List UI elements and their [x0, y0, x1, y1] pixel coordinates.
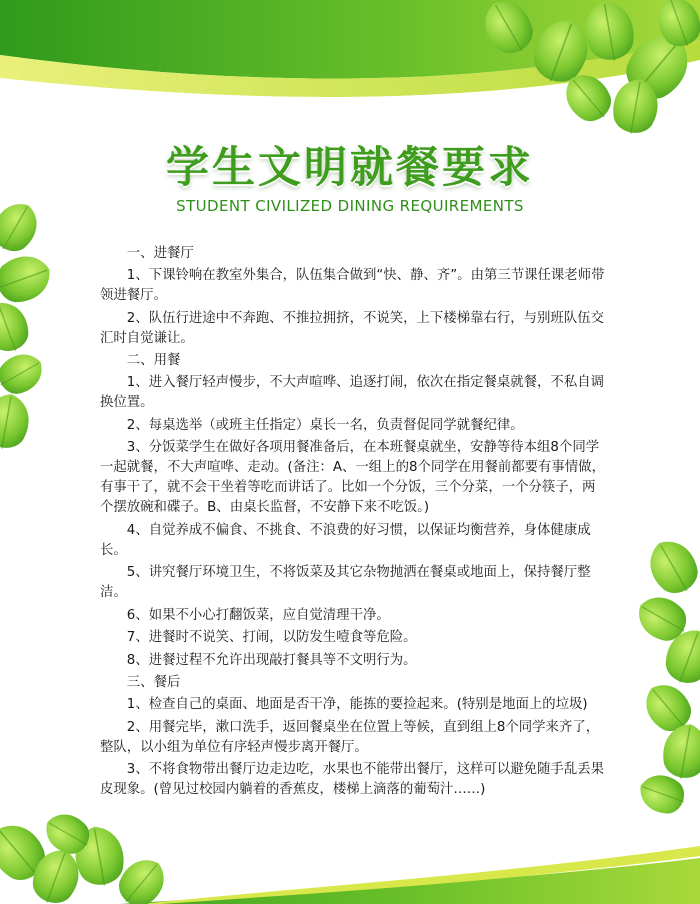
rule-item: 3、不将食物带出餐厅边走边吃，水果也不能带出餐厅，这样可以避免随手乱丢果皮现象。(曾见过校园内躺着的香蕉皮，楼梯上滴落的葡萄汁……)	[100, 762, 604, 797]
rule-item: 5、讲究餐厅环境卫生，不将饭菜及其它杂物抛洒在餐桌或地面上，保持餐厅整洁。	[100, 565, 591, 600]
rule-item: 2、每桌选举（或班主任指定）桌长一名，负责督促同学就餐纪律。	[126, 417, 524, 433]
rules-body	[100, 242, 605, 803]
rule-item: 2、队伍行进途中不奔跑、不推拉拥挤，不说笑，上下楼梯靠右行，与别班队伍交汇时自觉谦让。	[100, 310, 604, 346]
rule-item: 4、自觉养成不偏食、不挑食、不浪费的好习惯，以保证均衡营养，身体健康成长。	[100, 522, 591, 558]
rule-item: 6、如果不小心打翻饭菜，应自觉清理干净。	[126, 607, 390, 623]
rule-item: 1、下课铃响在教室外集合，队伍集合做到“快、静、齐”。由第三节课任课老师带领进餐厅。	[100, 268, 605, 303]
rule-item: 7、进餐时不说笑、打闹，以防发生噎食等危险。	[126, 630, 417, 645]
section-heading: 二、用餐	[126, 353, 181, 368]
rule-item: 1、进入餐厅轻声慢步，不大声喧哗、追逐打闹，依次在指定餐桌就餐，不私自调换位置。	[100, 375, 604, 410]
rule-item: 2、用餐完毕，漱口洗手，返回餐桌坐在位置上等候，直到组上8个同学来齐了，整队，以小组为单位有序轻声慢步离开餐厅。	[100, 719, 600, 755]
section-heading: 一、进餐厅	[126, 246, 194, 261]
rule-item: 8、进餐过程不允许出现敲打餐具等不文明行为。	[126, 652, 417, 668]
section-heading: 三、餐后	[126, 675, 181, 690]
rule-item: 1、检查自己的桌面、地面是否干净，能拣的要捡起来。(特别是地面上的垃圾)	[126, 697, 588, 712]
page-title: 学生文明就餐要求	[166, 143, 534, 193]
page-subtitle: STUDENT CIVILIZED DINING REQUIREMENTS	[176, 197, 524, 215]
rule-item: 3、分饭菜学生在做好各项用餐准备后，在本班餐桌就坐，安静等待本组8个同学一起就餐，不大声喧哗、走动。(备注：A、一组上的8个同学在用餐前都要有事情做，有事干了，就不会干坐着等吃而讲话了。比如一个分饭，三个分菜，一个分筷子，两个摆放碗和碟子。B、由桌长监督，不安静下来不吃饭。)	[100, 440, 605, 515]
